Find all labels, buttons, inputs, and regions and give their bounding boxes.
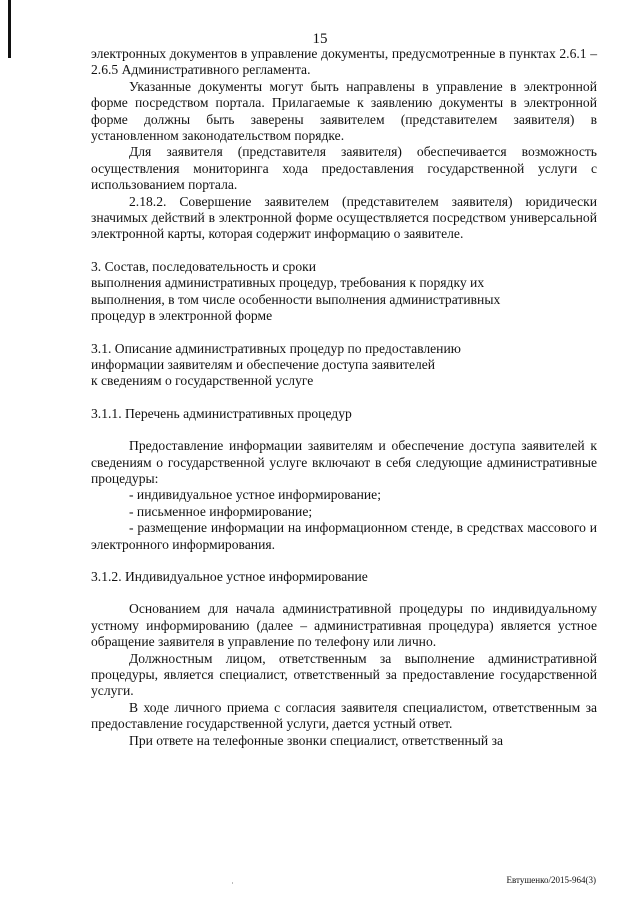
paragraph: электронных документов в управление документы, предусмотренные в пунктах 2.6.1 – 2.6.5 Административного регламента. <box>91 46 597 78</box>
section-3-1-2-paragraphs <box>91 601 597 749</box>
paragraph: При ответе на телефонные звонки специалист, ответственный за <box>129 732 504 748</box>
paragraph: Должностным лицом, ответственным за выполнение административной процедуры, является специалист, ответственный за предоставление государственной услуги. <box>91 650 597 699</box>
section-3-1-1-heading: 3.1.1. Перечень административных процедур <box>91 405 352 421</box>
paragraph: - индивидуальное устное информирование; <box>129 487 381 503</box>
page-number: 15 <box>312 31 328 47</box>
paragraph: Предоставление информации заявителям и обеспечение доступа заявителей к сведениям о государственной услуге включают в себя следующие административные процедуры: <box>91 438 597 486</box>
heading-line: информации заявителям и обеспечение доступа заявителей <box>91 356 436 372</box>
paragraph: - размещение информации на информационном стенде, в средствах массового и электронного информирования. <box>91 520 597 552</box>
paragraph: 2.18.2. Совершение заявителем (представителем заявителя) юридически значимых действий в электронной форме осуществляется посредством универсальной электронной карты, которая содержит информацию о заявителе. <box>91 193 597 242</box>
section-3-heading <box>91 259 597 325</box>
section-3-1-2-heading: 3.1.2. Индивидуальное устное информирование <box>91 568 368 584</box>
paragraph: Основанием для начала административной процедуры по индивидуальному устному информированию (далее – административная процедура) является устное обращение заявителя в управление по телефону или лично. <box>91 601 597 650</box>
heading-line: 3. Состав, последовательность и сроки <box>91 258 317 274</box>
section-3-1-1-paragraphs <box>91 438 597 553</box>
top-paragraphs <box>91 46 597 243</box>
paragraph: Для заявителя (представителя заявителя) обеспечивается возможность осуществления мониторинга хода предоставления государственной услуги с использованием портала. <box>91 144 597 193</box>
heading-line: 3.1. Описание административных процедур по предоставлению <box>91 340 461 356</box>
paragraph: - письменное информирование; <box>129 503 313 519</box>
heading-line: к сведениям о государственной услуге <box>91 373 314 389</box>
document-body <box>91 46 597 749</box>
scan-edge-mark <box>8 0 11 58</box>
scan-speck <box>232 882 233 884</box>
section-3-1-heading <box>91 341 597 390</box>
heading-line: выполнения, в том числе особенности выполнения административных <box>91 291 501 307</box>
paragraph: В ходе личного приема с согласия заявителя специалистом, ответственным за предоставление государственной услуги, дается устный ответ. <box>91 699 597 732</box>
heading-line: процедур в электронной форме <box>91 308 273 324</box>
heading-line: выполнения административных процедур, требования к порядку их <box>91 275 485 291</box>
paragraph: Указанные документы могут быть направлены в управление в электронной форме посредством портала. Прилагаемые к заявлению документы в электронной форме должны быть заверены заявителем (представителем заявителя) в установленном законодательством порядке. <box>91 78 597 144</box>
document-footer-code: Евтушенко/2015-964(3) <box>506 875 596 885</box>
